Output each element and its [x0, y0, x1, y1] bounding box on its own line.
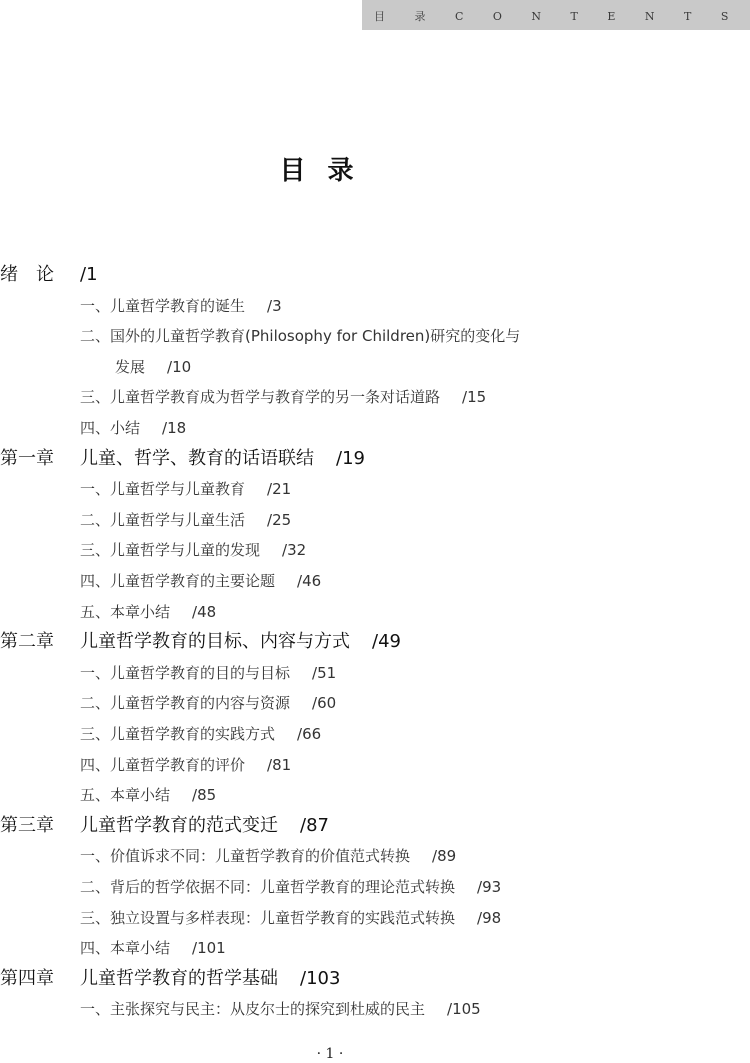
chapter-title-line	[80, 627, 401, 657]
toc-section-entry[interactable]	[0, 933, 750, 963]
page-reference: /66	[297, 725, 322, 743]
toc-section-entry[interactable]	[0, 291, 750, 321]
page-reference: /32	[282, 541, 307, 560]
toc-section-entry[interactable]	[0, 903, 750, 933]
chapter-title-line	[80, 811, 329, 841]
page-reference: /15	[462, 388, 487, 407]
chapter-label: 第二章	[0, 631, 54, 653]
section-title-line	[80, 994, 481, 1024]
toc-section-entry[interactable]	[0, 688, 750, 718]
page-reference: /103	[300, 967, 341, 989]
chapter-title-line	[80, 260, 98, 290]
section-title: 一、主张探究与民主：从皮尔士的探究到杜威的民主	[80, 1000, 426, 1019]
page-reference: /10	[167, 357, 192, 376]
chapter-title-line	[80, 964, 340, 994]
section-title-line	[80, 658, 336, 688]
section-title: 二、儿童哲学与儿童生活	[80, 510, 246, 529]
section-title: 一、儿童哲学与儿童教育	[80, 480, 246, 499]
page-reference: /49	[372, 631, 401, 653]
chapter-title-line	[80, 444, 365, 474]
page-reference: /89	[432, 847, 457, 866]
chapter-title: 儿童哲学教育的范式变迁	[80, 814, 278, 836]
toc-section-entry[interactable]	[0, 474, 750, 504]
section-title: 三、儿童哲学教育成为哲学与教育学的另一条对话道路	[80, 388, 441, 407]
section-title-line	[80, 688, 336, 718]
toc-section-entry[interactable]	[0, 352, 750, 382]
section-title: 三、独立设置与多样表现：儿童哲学教育的实践范式转换	[80, 908, 456, 927]
page-reference: /60	[312, 694, 337, 713]
toc-section-entry[interactable]	[0, 505, 750, 535]
toc-section-entry[interactable]	[0, 382, 750, 412]
section-title-line	[80, 382, 486, 412]
toc-chapter-entry[interactable]	[0, 444, 750, 474]
section-title: 二、儿童哲学教育的内容与资源	[80, 694, 291, 713]
section-title: 五、本章小结	[80, 786, 171, 805]
toc-chapter-entry[interactable]	[0, 811, 750, 841]
toc-section-entry[interactable]	[0, 719, 750, 749]
page-reference: /105	[447, 1000, 481, 1019]
section-title-line	[80, 872, 501, 902]
toc-section-entry[interactable]	[0, 566, 750, 596]
section-title: 二、国外的儿童哲学教育(Philosophy for Children)研究的变化与	[80, 327, 521, 346]
section-title-line	[80, 291, 282, 321]
section-title-line	[80, 719, 321, 749]
running-header: 目 录 C O N T E N T S	[374, 10, 742, 23]
toc-section-entry[interactable]	[0, 658, 750, 688]
toc-chapter-entry[interactable]	[0, 627, 750, 657]
section-title-line	[80, 535, 306, 565]
section-title: 二、背后的哲学依据不同：儿童哲学教育的理论范式转换	[80, 878, 456, 896]
toc-section-entry[interactable]	[0, 321, 750, 351]
page-reference: /87	[300, 814, 329, 836]
page-number: · 1 ·	[316, 1046, 344, 1062]
page-reference: /51	[312, 663, 337, 682]
toc-section-entry[interactable]	[0, 841, 750, 871]
page-reference: /98	[477, 908, 502, 927]
page-reference: /81	[267, 755, 292, 774]
section-title: 一、儿童哲学教育的目的与目标	[80, 663, 291, 682]
section-title-line	[80, 566, 321, 596]
toc-section-entry[interactable]	[0, 872, 750, 902]
page-reference: /1	[80, 264, 98, 285]
chapter-label: 第四章	[0, 967, 54, 989]
section-title-line	[80, 505, 291, 535]
page-reference: /18	[162, 419, 187, 437]
section-title-line	[80, 321, 520, 351]
section-title: 一、儿童哲学教育的诞生	[80, 296, 246, 315]
section-title-line	[80, 933, 226, 963]
page-reference: /46	[297, 572, 322, 590]
toc-section-entry[interactable]	[0, 994, 750, 1024]
section-title-line	[80, 413, 186, 443]
page-reference: /93	[477, 878, 502, 896]
section-title: 三、儿童哲学教育的实践方式	[80, 725, 276, 743]
section-title: 四、儿童哲学教育的评价	[80, 755, 246, 774]
section-title: 五、本章小结	[80, 602, 171, 621]
chapter-label: 绪 论	[0, 264, 54, 285]
page-reference: /3	[267, 296, 282, 315]
section-title: 四、小结	[80, 419, 141, 437]
section-title: 一、价值诉求不同：儿童哲学教育的价值范式转换	[80, 847, 411, 866]
section-title: 发展	[115, 357, 146, 376]
chapter-title: 儿童、哲学、教育的话语联结	[80, 447, 314, 469]
chapter-title: 儿童哲学教育的哲学基础	[80, 967, 278, 989]
section-title: 四、本章小结	[80, 939, 171, 958]
section-title-line	[80, 597, 216, 627]
section-title-line	[80, 750, 291, 780]
page-reference: /101	[192, 939, 226, 958]
toc-section-entry[interactable]	[0, 750, 750, 780]
toc-section-entry[interactable]	[0, 780, 750, 810]
section-title-line	[80, 841, 456, 871]
section-title-line	[80, 903, 501, 933]
chapter-title: 儿童哲学教育的目标、内容与方式	[80, 631, 350, 653]
section-title: 四、儿童哲学教育的主要论题	[80, 572, 276, 590]
section-title-line	[115, 352, 191, 382]
toc-chapter-entry[interactable]	[0, 260, 750, 290]
page-reference: /19	[336, 447, 365, 469]
toc-section-entry[interactable]	[0, 597, 750, 627]
page-reference: /25	[267, 510, 292, 529]
toc-section-entry[interactable]	[0, 413, 750, 443]
chapter-label: 第三章	[0, 814, 54, 836]
section-title-line	[80, 474, 291, 504]
toc-section-entry[interactable]	[0, 535, 750, 565]
toc-chapter-entry[interactable]	[0, 964, 750, 994]
section-title: 三、儿童哲学与儿童的发现	[80, 541, 261, 560]
section-title-line	[80, 780, 216, 810]
page-reference: /48	[192, 602, 217, 621]
page-reference: /85	[192, 786, 217, 805]
page-reference: /21	[267, 480, 292, 499]
toc-title: 目录	[279, 156, 376, 186]
chapter-label: 第一章	[0, 447, 54, 469]
